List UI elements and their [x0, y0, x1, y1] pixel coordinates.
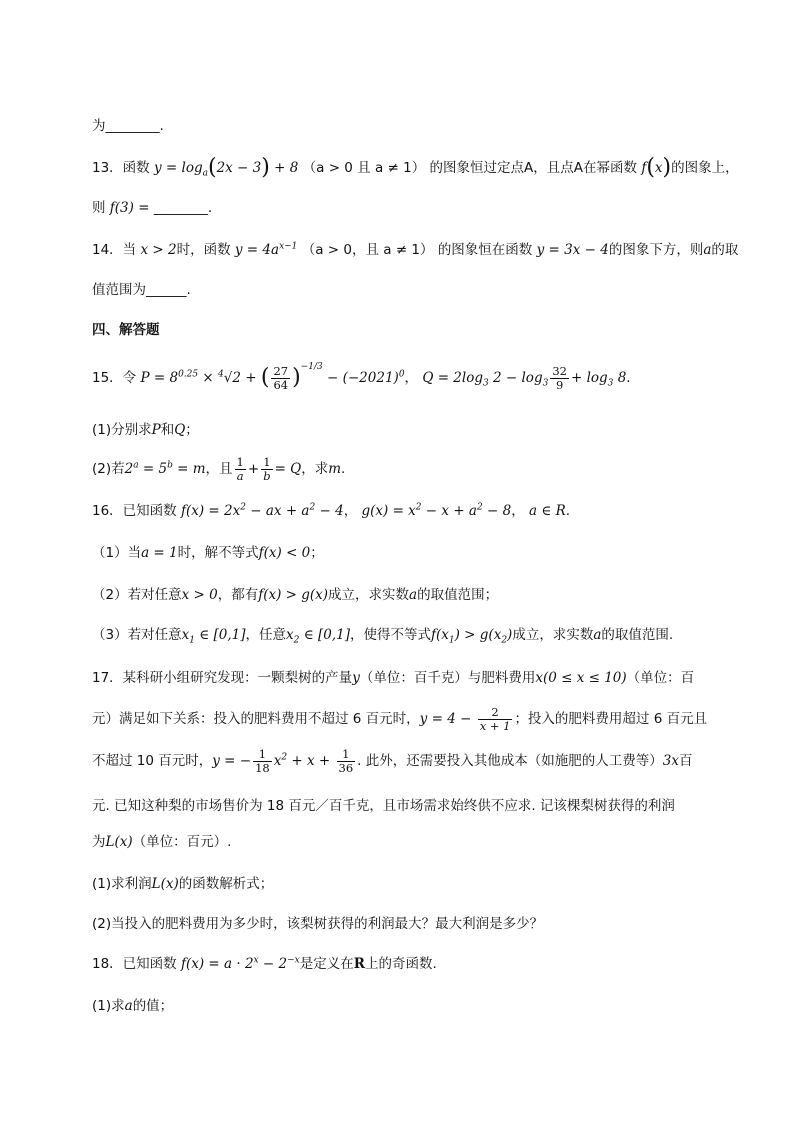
question-15-part2: (2)若$2^a = 5^b = m$，且 $\frac{1}{a}$ + $\frac{1}{b}$ = Q，求m. — [92, 454, 346, 483]
text-fragment: 为 — [92, 834, 106, 850]
question-17-line5: 为L(x)（单位：百元）. — [92, 834, 232, 850]
math-expression: y = log — [153, 160, 203, 176]
text-fragment: （单位：百千克）与肥料费用 — [359, 670, 536, 686]
text-fragment: 的值； — [132, 998, 174, 1014]
text-fragment: 成立，求实数 — [328, 587, 410, 603]
question-13: 13．函数 $y = \log_a(2x - 3) + 8$ （a > 0 且 a ≠ 1） 的图象恒过定点A，且点A在幂函数 f(x)的图象上， — [92, 155, 739, 180]
question-17-line2: 元）满足如下关系：投入的肥料费用不超过 6 百元时，y = 4 − $\frac{2}{x + 1}$ ；投入的肥料费用超过 6 百元且 — [92, 704, 708, 733]
question-17-line4 — [92, 796, 714, 816]
condition-text: （a > 0，且 a ≠ 1） — [301, 242, 434, 258]
text-fragment: (2)当投入的肥料费用为多少时，该梨树获得的利润最大？最大利润是多少？ — [92, 916, 544, 932]
text-fragment: 的图象下方，则 — [608, 242, 704, 258]
text-fragment: 百 — [678, 753, 693, 769]
text-fragment: （单位：百 — [626, 670, 695, 686]
question-number: 13．函数 — [92, 160, 150, 176]
real-set-symbol: R — [353, 956, 365, 972]
answer-blank: ________. — [153, 200, 213, 216]
text-fragment: 和 — [160, 422, 175, 438]
text-fragment: （3）若对任意 — [92, 627, 182, 643]
text-fragment: 为________. — [92, 118, 164, 134]
question-13-line2 — [92, 198, 714, 218]
text-fragment: 元. 已知这种梨的市场售价为 18 百元／百千克，且市场需求始终供不应求. 记该棵梨树获得的利润 — [92, 798, 675, 814]
question-15: 15．令 $P = 8^{0.25} \times ^4√2$ + ( $\frac{27}{64}$ )$^{-1/3} - (-2021)^0$， $Q = 2\log_3$ $2 - \log_3$ $\frac{32}{9}$ + $\log_3 8$. — [92, 361, 631, 392]
text-fragment: ，任意 — [245, 627, 287, 643]
text-fragment: （单位：百元）. — [132, 834, 232, 850]
section-heading: 四、解答题 — [92, 322, 160, 338]
text-fragment: (1)分别求 — [92, 422, 152, 438]
condition-text: （a > 0 且 a ≠ 1） — [302, 160, 426, 176]
question-number: 14．当 — [92, 242, 137, 258]
text-fragment: ；投入的肥料费用超过 6 百元且 — [514, 711, 708, 727]
question-18-part1: (1)求a的值； — [92, 998, 174, 1014]
question-15-part1: (1)分别求P和Q； — [92, 422, 199, 438]
text-fragment: 的函数解析式； — [178, 876, 274, 892]
math-expression: f(3) = — [109, 200, 150, 216]
text-fragment: 是定义在 — [299, 956, 354, 972]
text-fragment: 的取 — [711, 242, 739, 258]
question-14-line2 — [92, 280, 714, 300]
text-fragment: 的取值范围； — [417, 587, 499, 603]
question-16-part3: （3）若对任意$x_1$ ∈ [0,1]，任意$x_2$ ∈ [0,1]，使得不等式$f(x_1) > g(x_2)$成立，求实数a的取值范围. — [92, 627, 674, 646]
text-fragment: ，使得不等式 — [350, 627, 431, 643]
question-number: 18．已知函数 — [92, 956, 177, 972]
text-fragment: 的图象恒过定点A，且点A在幂函数 — [429, 160, 638, 176]
text-fragment: 不超过 10 百元时， — [92, 753, 213, 769]
text-fragment: 成立，求实数 — [512, 627, 594, 643]
text-fragment: 时，函数 — [176, 242, 231, 258]
text-fragment: . 此外，还需要投入其他成本（如施肥的人工费等） — [357, 753, 663, 769]
question-17-line3: 不超过 10 百元时，y = − $\frac{1}{18}$ $x^2 + x$ + $\frac{1}{36}$ . 此外，还需要投入其他成本（如施肥的人工费等）3x百 — [92, 746, 693, 775]
text-fragment: ，都有 — [217, 587, 259, 603]
question-17: 17．某科研小组研究发现：一颗梨树的产量y（单位：百千克）与肥料费用x(0 ≤ x ≤ 10)（单位：百 — [92, 670, 695, 686]
question-16-part2: （2）若对任意x > 0，都有f(x) > g(x)成立，求实数a的取值范围； — [92, 587, 499, 603]
text-fragment: （1）当 — [92, 545, 142, 561]
text-fragment: 值范围为______. — [92, 282, 191, 298]
question-17-part1: (1)求利润L(x)的函数解析式； — [92, 876, 274, 892]
text-fragment: （2）若对任意 — [92, 587, 182, 603]
question-16: 16．已知函数 $f(x) = 2x^2$ − ax + $a^2 - 4$， $g(x) = x^2 - x + a^2 - 8$， a ∈ R. — [92, 502, 571, 519]
question-number: 16．已知函数 — [92, 503, 177, 519]
text-fragment: ，且 — [205, 461, 233, 477]
text-fragment: ； — [185, 422, 199, 438]
text-fragment: (1)求 — [92, 998, 125, 1014]
text-fragment: 上的奇函数. — [364, 956, 437, 972]
text-fragment: 17．某科研小组研究发现：一颗梨树的产量 — [92, 670, 353, 686]
text-fragment: (1)求利润 — [92, 876, 152, 892]
text-fragment: 的图象上， — [671, 160, 739, 176]
text-fragment: 时，解不等式 — [177, 545, 259, 561]
text-fragment: 的图象恒在函数 — [437, 242, 533, 258]
question-16-part1: （1）当a = 1时，解不等式f(x) < 0； — [92, 545, 324, 561]
question-number: 15．令 — [92, 370, 137, 386]
question-18: 18．已知函数 $f(x) = a \cdot 2^x - 2^{-x}$是定义在R上的奇函数. — [92, 955, 437, 972]
text-fragment: ，求 — [301, 461, 329, 477]
question-14: 14．当 x > 2时，函数 $y = 4a^{x-1}$ （a > 0，且 a ≠ 1） 的图象恒在函数 y = 3x − 4的图象下方，则a的取 — [92, 241, 739, 258]
text-fragment: 的取值范围. — [601, 627, 674, 643]
question-17-part2 — [92, 914, 714, 934]
text-fragment: 元）满足如下关系：投入的肥料费用不超过 6 百元时， — [92, 711, 420, 727]
text-fragment: (2)若 — [92, 461, 125, 477]
text-fragment: 则 — [92, 200, 106, 216]
fill-blank-line — [92, 116, 714, 136]
